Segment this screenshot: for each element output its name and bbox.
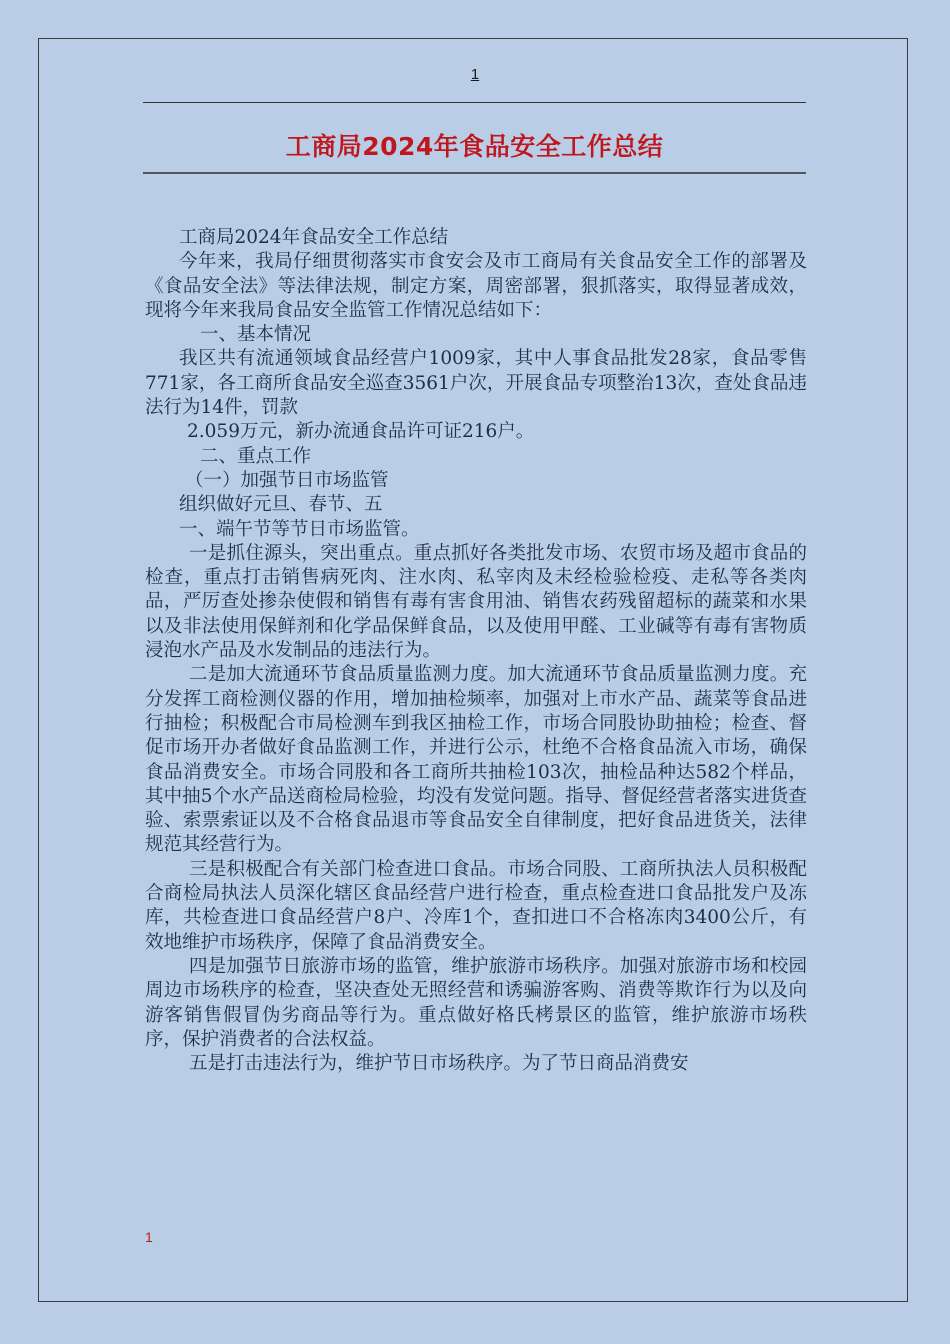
document-body [145,226,807,1076]
paragraph-basic-stats-cont: 2.059万元，新办流通食品许可证216户。 [187,421,535,443]
body-heading: 工商局2024年食品安全工作总结 [179,227,449,248]
paragraph-item-5: 五是打击违法行为，维护节日市场秩序。为了节日商品消费安 [189,1053,689,1075]
header-page-number: 1 [470,66,480,83]
document-title: 工商局2024年食品安全工作总结 [285,132,664,161]
paragraph-basic-stats: 我区共有流通领域食品经营户1009家，其中人事食品批发28家，食品零售771家，各工商所食品安全巡查3561户次，开展食品专项整治13次，查处食品违法行为14件，罚款 [145,348,807,419]
header-divider [143,102,806,103]
paragraph-item-3: 三是积极配合有关部门检查进口食品。市场合同股、工商所执法人员积极配合商检局执法人员深化辖区食品经营户进行检查，重点检查进口食品批发户及冻库，共检查进口食品经营户8户、冷库1个，查扣进口不合格冻肉3400公斤，有效地维护市场秩序，保障了食品消费安全。 [145,858,807,953]
section-heading-key-work: 二、重点工作 [200,445,312,467]
footer-page-number: 1 [145,1229,153,1245]
paragraph-holiday-a: 组织做好元旦、春节、五 [179,494,383,516]
paragraph-holiday-b: 一、端午节等节日市场监管。 [179,518,420,540]
title-divider [143,172,806,174]
subsection-heading-holiday: （一）加强节日市场监管 [185,469,389,491]
section-heading-basic: 一、基本情况 [200,324,312,346]
paragraph-item-1: 一是抓住源头，突出重点。重点抓好各类批发市场、农贸市场及超市食品的检查，重点打击销售病死肉、注水肉、私宰肉及未经检验检疫、走私等各类肉品，严厉查处掺杂使假和销售有毒有害食用油、销售农药残留超标的蔬菜和水果以及非法使用保鲜剂和化学品保鲜食品，以及使用甲醛、工业碱等有毒有害物质浸泡水产品及水发制品的违法行为。 [145,542,807,662]
paragraph-item-4: 四是加强节日旅游市场的监管，维护旅游市场秩序。加强对旅游市场和校园周边市场秩序的检查，坚决查处无照经营和诱骗游客购、消费等欺诈行为以及向游客销售假冒伪劣商品等行为。重点做好格氏栲景区的监管，维护旅游市场秩序，保护消费者的合法权益。 [145,955,807,1050]
paragraph-item-2: 二是加大流通环节食品质量监测力度。加大流通环节食品质量监测力度。充分发挥工商检测仪器的作用，增加抽检频率，加强对上市水产品、蔬菜等食品进行抽检；积极配合市局检测车到我区抽检工作，市场合同股协助抽检；检查、督促市场开办者做好食品监测工作，并进行公示，杜绝不合格食品流入市场，确保食品消费安全。市场合同股和各工商所共抽检103次，抽检品种达582个样品，其中抽5个水产品送商检局检验，均没有发觉问题。指导、督促经营者落实进货查验、索票索证以及不合格食品退市等食品安全自律制度，把好食品进货关，法律规范其经营行为。 [145,664,807,856]
paragraph-intro: 今年来，我局仔细贯彻落实市食安会及市工商局有关食品安全工作的部署及《食品安全法》等法律法规，制定方案，周密部署，狠抓落实，取得显著成效，现将今年来我局食品安全监管工作情况总结如下： [145,251,807,321]
